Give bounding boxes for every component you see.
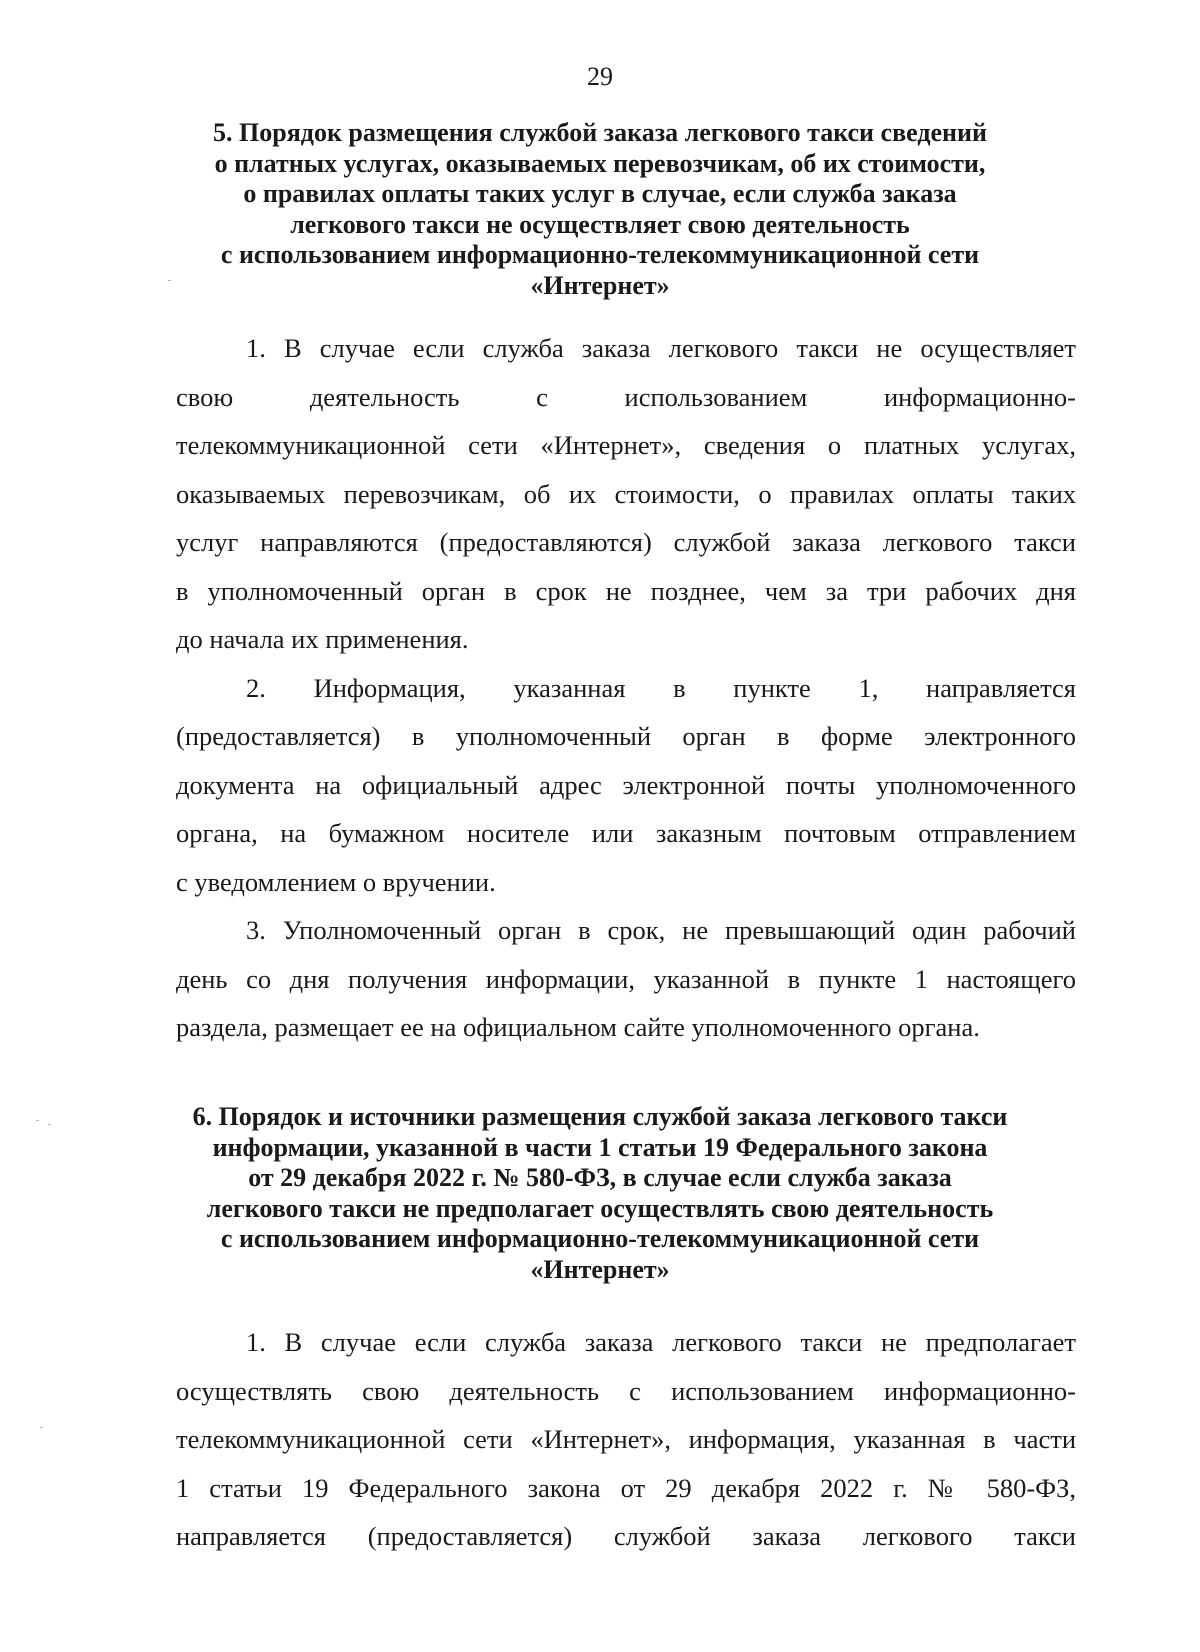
text-line: осуществлять свою деятельность с использованием информационно- <box>176 1375 1076 1406</box>
heading-line: информации, указанной в части 1 статьи 19 Федерального закона <box>212 1132 988 1162</box>
text-line: 1. В случае если служба заказа легкового такси не осуществляет <box>246 333 1076 363</box>
text-line: 1. В случае если служба заказа легкового такси не предполагает <box>246 1327 1076 1357</box>
section-6-body <box>176 1318 1076 1561</box>
text-line: документа на официальный адрес электронной почты уполномоченного <box>176 769 1076 800</box>
heading-line: легкового такси не предполагает осуществлять свою деятельность <box>206 1193 994 1223</box>
text-line: раздела, размещает ее на официальном сайте уполномоченного органа. <box>176 1012 980 1042</box>
text-line: 3. Уполномоченный орган в срок, не превышающий один рабочий <box>246 915 1076 945</box>
heading-line: 5. Порядок размещения службой заказа легкового такси сведений <box>213 118 987 147</box>
heading-line: с использованием информационно-телекоммуникационной сети <box>220 240 980 269</box>
text-line: в уполномоченный орган в срок не позднее, чем за три рабочих дня <box>176 575 1076 606</box>
heading-line: от 29 декабря 2022 г. № 580-ФЗ, в случае если служба заказа <box>248 1163 952 1192</box>
section-6-heading <box>150 1102 1050 1285</box>
text-line: с уведомлением о вручении. <box>176 866 496 897</box>
scan-speck <box>40 1427 43 1428</box>
section-5-heading <box>150 118 1050 301</box>
scan-speck <box>36 1120 39 1121</box>
text-line: органа, на бумажном носителе или заказным почтовым отправлением <box>176 818 1076 848</box>
text-line: оказываемых перевозчикам, об их стоимости, о правилах оплаты таких <box>176 478 1076 509</box>
scan-speck <box>48 1124 51 1125</box>
heading-line: о платных услугах, оказываемых перевозчикам, об их стоимости, <box>214 148 986 178</box>
paragraph-5-2 <box>176 664 1076 907</box>
paragraph-5-1 <box>176 324 1076 664</box>
paragraph-5-3 <box>176 906 1076 1052</box>
heading-line: «Интернет» <box>530 270 670 300</box>
section-5-body <box>176 324 1076 1052</box>
text-line: 2. Информация, указанная в пункте 1, направляется <box>246 672 1076 703</box>
heading-line: с использованием информационно-телекоммуникационной сети <box>220 1224 980 1253</box>
paragraph-6-1 <box>176 1318 1076 1561</box>
text-line: до начала их применения. <box>176 624 469 654</box>
text-line: услуг направляются (предоставляются) службой заказа легкового такси <box>176 527 1076 557</box>
heading-line: 6. Порядок и источники размещения службой заказа легкового такси <box>192 1102 1008 1131</box>
heading-line: легкового такси не осуществляет свою деятельность <box>290 209 910 239</box>
text-line: свою деятельность с использованием информационно- <box>176 381 1076 412</box>
text-line: (предоставляется) в уполномоченный орган в форме электронного <box>176 721 1076 751</box>
heading-line: «Интернет» <box>530 1254 670 1284</box>
page-number: 29 <box>587 62 613 91</box>
scan-speck <box>168 280 171 281</box>
text-line: телекоммуникационной сети «Интернет», сведения о платных услугах, <box>176 430 1076 460</box>
text-line: 1 статьи 19 Федерального закона от 29 декабря 2022 г. № 580-ФЗ, <box>176 1472 1076 1503</box>
text-line: направляется (предоставляется) службой заказа легкового такси <box>176 1521 1076 1551</box>
text-line: телекоммуникационной сети «Интернет», информация, указанная в части <box>176 1424 1076 1454</box>
heading-line: о правилах оплаты таких услуг в случае, если служба заказа <box>243 179 957 208</box>
text-line: день со дня получения информации, указанной в пункте 1 настоящего <box>176 963 1076 994</box>
